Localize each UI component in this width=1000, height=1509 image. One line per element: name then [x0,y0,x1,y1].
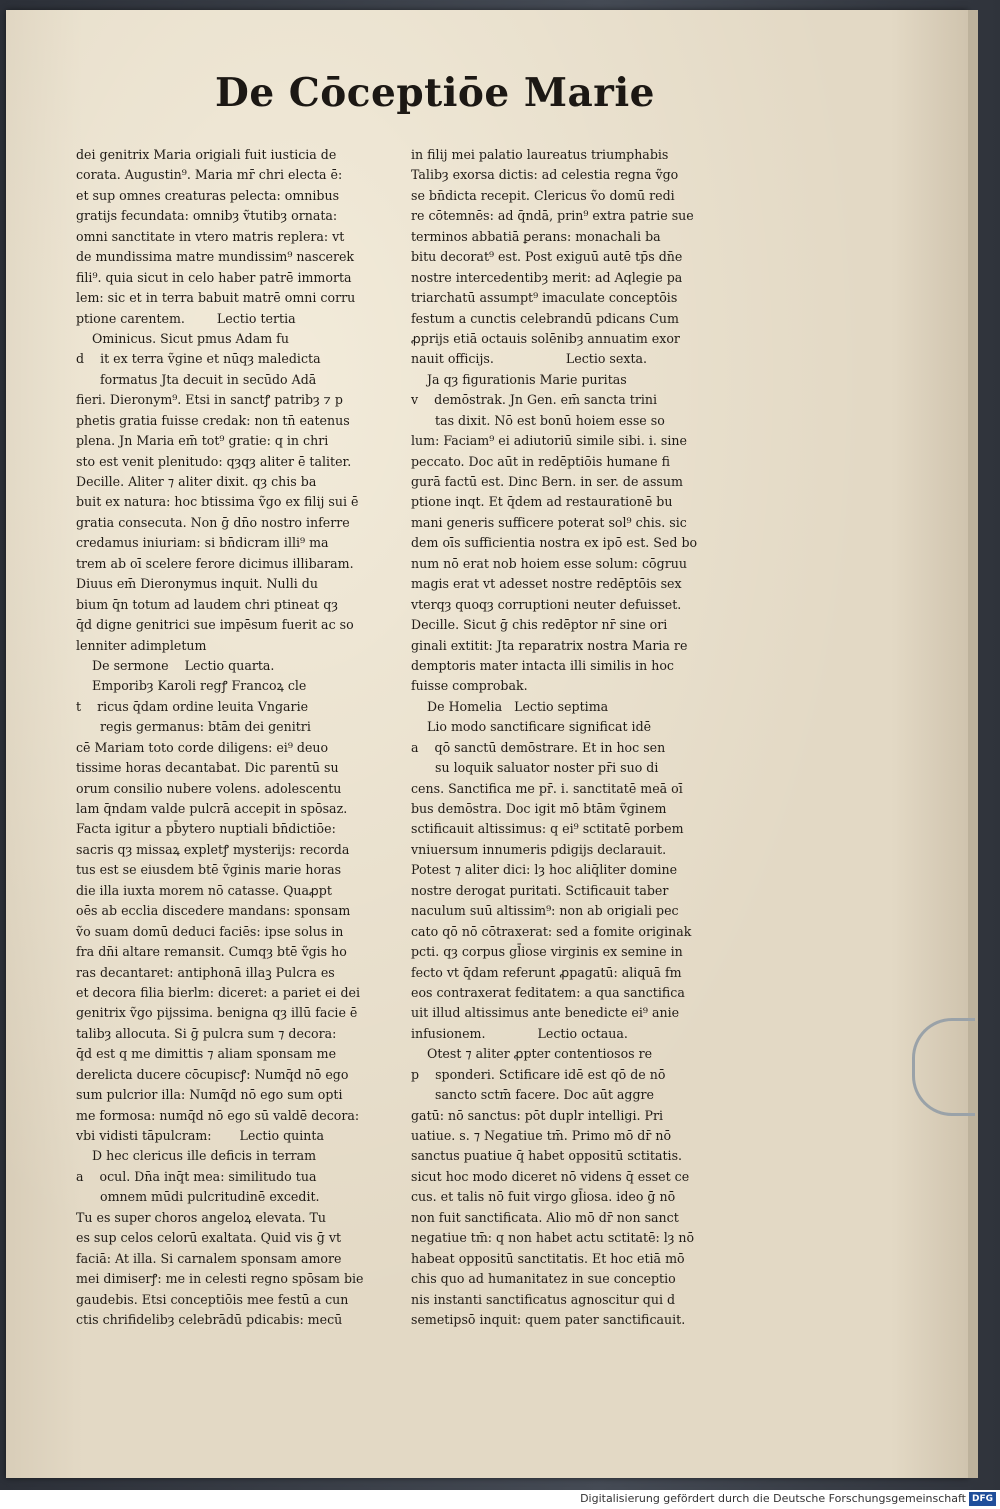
text-line: non fuit sanctificata. Alio mō dr̄ non sanct [411,1209,679,1225]
text-line: infusionem. Lectio octaua. [411,1025,628,1041]
text-line: ptione carentem. Lectio tertia [76,310,296,326]
text-line: festum a cunctis celebrandū pdicans Cum [411,310,679,326]
text-line: a qō sanctū demōstrare. Et in hoc sen [411,739,666,755]
text-line: tissime horas decantabat. Dic parentū su [76,760,339,776]
text-line: bitu decorat⁹ est. Post exiguū autē tp̄s dn̄e [411,249,683,265]
text-line: negatiue tm̄: q non habet actu sctitatē: lȝ nō [411,1230,695,1246]
text-line: fili⁹. quia sicut in celo haber patrē immorta [76,269,352,285]
page-heading: De Cōceptiōe Marie [215,70,655,116]
text-line: nostre intercedentibȝ merit: ad Aqlegie pa [411,269,683,285]
text-line: omni sanctitate in vtero matris replera: vt [76,228,345,244]
page-edge [968,10,978,1478]
text-line: uatiue. s. ⁊ Negatiue tm̄. Primo mō dr̄ nō [411,1128,672,1143]
text-line: dem oīs sufficientia nostra ex ipō est. Sed bo [411,535,698,551]
text-line: t ricus q̄dam ordine leuita Vngarie [76,698,309,714]
text-line: De sermone Lectio quarta. [76,657,275,673]
page-clip [912,1018,975,1116]
text-line: gratia consecuta. Non ḡ dn̄o nostro inferre [76,514,350,530]
text-line: su loquik saluator noster pr̄i suo di [411,760,659,776]
text-line: phetis gratia fuisse credak: non tn̄ eatenus [76,412,350,428]
text-line: D hec clericus ille deficis in terram [76,1148,317,1164]
text-line: p sponderi. Sctificare idē est qō de nō [411,1066,666,1082]
text-line: gratijs fecundata: omnibȝ ṽtutibȝ ornata: [76,208,338,224]
text-line: Otest ⁊ aliter ꝓpter contentiosos re [411,1046,653,1062]
text-line: Diuus em̄ Dieronymus inquit. Nulli du [76,576,318,592]
text-line: naculum suū altissim⁹: non ab origiali pec [411,903,679,919]
text-line: vniuersum innumeris pdigijs declarauit. [411,841,667,857]
text-line: cē Mariam toto corde diligens: ei⁹ deuo [76,739,329,755]
text-line: Talibȝ exorsa dictis: ad celestia regna ṽgo [411,167,679,183]
text-line: buit ex natura: hoc btissima ṽgo ex filij sui ē [76,494,359,510]
text-line: triarchatū assumpt⁹ imaculate conceptōis [411,290,678,306]
text-line: sum pulcrior illa: Numq̄d nō ego sum opti [76,1087,343,1103]
left-text-column [76,145,388,1327]
text-line: v demōstrak. Jn Gen. em̄ sancta trini [411,392,658,408]
text-line: oēs ab ecclia discedere mandans: sponsam [76,903,351,919]
text-line: sanctus puatiue q̄ habet oppositū sctitatis. [411,1148,683,1164]
text-line: uit illud altissimus ante benedicte ei⁹ anie [411,1005,680,1021]
text-line: d it ex terra ṽgine et nūqȝ maledicta [76,351,321,367]
text-line: lum: Faciam⁹ ei adiutoriū simile sibi. i. sine [411,433,687,449]
text-line: vterqȝ quoqȝ corruptioni neuter defuisset. [411,596,682,612]
text-line: lem: sic et in terra babuit matrē omni corru [76,290,356,306]
text-line: tus est se eiusdem btē ṽginis marie horas [76,862,342,878]
text-line: plena. Jn Maria em̄ tot⁹ gratie: q in chri [76,433,329,449]
text-line: orum consilio nubere volens. adolescentu [76,780,342,796]
text-line: Ja qȝ figurationis Marie puritas [411,371,627,387]
text-line: Lio modo sanctificare significat idē [411,719,652,735]
text-line: faciā: At illa. Si carnalem sponsam amore [76,1250,342,1266]
text-line: de mundissima matre mundissim⁹ nascerek [76,249,355,265]
text-line: a ocul. Dn̄a inq̄t mea: similitudo tua [76,1168,317,1184]
text-line: peccato. Doc aūt in redēptiōis humane fi [411,453,670,469]
text-line: gaudebis. Etsi conceptiōis mee festū a cun [76,1291,349,1307]
text-line: sancto sctm̄ facere. Doc aūt aggre [411,1087,655,1103]
text-line: terminos abbatiā ꝑerans: monachali ba [411,228,661,244]
text-line: vbi vidisti tāpulcram: Lectio quinta [76,1128,324,1143]
text-line: nauit officijs. Lectio sexta. [411,351,648,367]
text-line: mani generis sufficere poterat sol⁹ chis. sic [411,514,687,530]
text-line: sacris qȝ missaꝝ expletꝭ mysterijs: recorda [76,841,350,857]
text-line: cus. et talis nō fuit virgo gl̄iosa. ideo ḡ nō [411,1189,676,1205]
text-line: tas dixit. Nō est bonū hoiem esse so [411,412,665,428]
text-line: regis germanus: btām dei genitri [76,719,311,735]
text-line: sto est venit plenitudo: qȝqȝ aliter ē taliter. [76,453,352,469]
dfg-logo: DFG [969,1492,996,1506]
text-line: num nō erat nob hoiem esse solum: cōgruu [411,555,687,571]
text-line: sicut hoc modo diceret nō videns q̄ esset ce [411,1168,690,1184]
text-line: me formosa: numq̄d nō ego sū valdē decora: [76,1107,360,1123]
text-line: fra dn̄i altare remansit. Cumqȝ btē ṽgis ho [76,944,347,960]
text-line: et sup omnes creaturas pelecta: omnibus [76,187,340,203]
text-line: re cōtemnēs: ad q̄ndā, prin⁹ extra patrie sue [411,208,694,224]
text-line: ras decantaret: antiphonā illaꝫ Pulcra es [76,964,335,980]
text-line: talibȝ allocuta. Si ḡ pulcra sum ⁊ decora: [76,1025,337,1041]
text-line: semetipsō inquit: quem pater sanctificauit. [411,1311,686,1327]
text-line: bium q̄n totum ad laudem chri ptineat qȝ [76,596,338,612]
text-line: derelicta ducere cōcupiscꝭ: Numq̄d nō ego [76,1066,349,1082]
text-line: Facta igitur a pb̄ytero nuptiali bn̄dictiōe: [76,821,336,837]
text-line: omnem mūdi pulcritudinē excedit. [76,1189,320,1205]
text-line: et decora filia bierlm: diceret: a pariet ei dei [76,984,360,1000]
text-line: genitrix ṽgo pijssima. benigna qȝ illū facie ē [76,1005,358,1021]
text-line: Tu es super choros angeloꝝ elevata. Tu [76,1209,327,1225]
text-line: cens. Sanctifica me pr̄. i. sanctitatē meā oī [411,780,683,796]
text-line: magis erat vt adesset nostre redēptōis sex [411,576,682,592]
text-line: ctis chrifidelibȝ celebrādū pdicabis: mecū [76,1311,343,1327]
text-line: eos contraxerat feditatem: a qua sanctifica [411,984,685,1000]
text-line: ptione inqt. Et q̄dem ad restaurationē bu [411,494,673,510]
text-line: nostre derogat puritati. Sctificauit taber [411,882,669,898]
text-line: nis instanti sanctificatus agnoscitur qui d [411,1291,676,1307]
text-line: ṽo suam domū deduci faciēs: ipse solus in [76,923,344,939]
text-line: gatū: nō sanctus: pōt duplr intelligi. Pri [411,1107,664,1123]
text-line: bus demōstra. Doc igit mō btām ṽginem [411,801,667,816]
text-line: Ominicus. Sicut pmus Adam fu [76,330,289,346]
text-line: gurā factū est. Dinc Bern. in ser. de assum [411,474,683,489]
text-line: ꝓprijs etiā octauis solēnibȝ annuatim exor [411,330,680,346]
text-line: dei genitrix Maria origiali fuit iusticia de [76,147,337,162]
text-line: credamus iniuriam: si bn̄dicram illi⁹ ma [76,535,329,551]
text-line: demptoris mater intacta illi similis in hoc [411,657,674,673]
funding-notice: Digitalisierung gefördert durch die Deutsche Forschungsgemeinschaft [580,1492,966,1505]
text-line: die illa iuxta morem nō catasse. Quaꝓpt [76,882,332,898]
text-line: Emporibȝ Karoli regꝭ Francoꝝ cle [76,678,307,694]
text-line: trem ab oī scelere ferore dicimus illibaram. [76,555,354,571]
text-line: ginali extitit: Jta reparatrix nostra Maria re [411,637,688,653]
text-line: fuisse comprobak. [411,678,528,694]
text-line: Potest ⁊ aliter dici: lȝ hoc aliq̄liter domine [411,862,678,878]
text-line: De Homelia Lectio septima [411,698,609,714]
text-line: corata. Augustin⁹. Maria mr̄ chri electa ē: [76,167,343,183]
right-text-column [411,145,737,1327]
text-line: formatus Jta decuit in secūdo Adā [76,371,317,387]
text-line: chis quo ad humanitatez in sue conceptio [411,1271,676,1287]
text-line: sctificauit altissimus: q ei⁹ sctitatē porbem [411,821,684,837]
text-line: se bn̄dicta recepit. Clericus ṽo domū redi [411,187,675,203]
text-line: pcti. qȝ corpus gl̄iose virginis ex semine in [411,944,683,960]
digitization-footer [0,1490,1000,1509]
text-line: fieri. Dieronym⁹. Etsi in sanctꝭ patribȝ ⁊ p [76,392,343,408]
text-line: q̄d est q me dimittis ⁊ aliam sponsam me [76,1046,337,1062]
text-line: lam q̄ndam valde pulcrā accepit in spōsaz. [76,801,348,816]
text-line: cato qō nō cōtraxerat: sed a fomite originak [411,923,692,939]
text-line: Decille. Aliter ⁊ aliter dixit. qȝ chis ba [76,474,317,489]
text-line: lenniter adimpletum [76,637,207,653]
text-line: q̄d digne genitrici sue impēsum fuerit ac so [76,617,354,633]
text-line: in filij mei palatio laureatus triumphabis [411,147,669,162]
text-line: es sup celos celorū exaltata. Quid vis ḡ vt [76,1230,342,1246]
text-line: habeat oppositū sanctitatis. Et hoc etiā mō [411,1250,685,1266]
text-line: Decille. Sicut ḡ chis redēptor nr̄ sine ori [411,617,668,633]
text-line: fecto vt q̄dam referunt ꝓpagatū: aliquā fm [411,964,682,980]
text-line: mei dimiserꝭ: me in celesti regno spōsam bie [76,1271,364,1287]
